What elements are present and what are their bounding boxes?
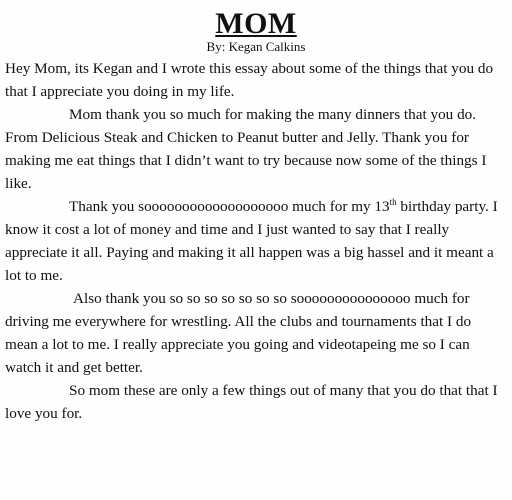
ordinal-suffix: th [389, 196, 397, 207]
paragraph-dinners: Mom thank you so much for making the many dinners that you do. From Delicious Steak and Chicken to Peanut butter and Jelly. Thank you for making me eat things that I didn’t want to try because now some of the things I like. [5, 106, 487, 192]
paragraph-birthday-part1: Thank you sooooooooooooooooooo much for my 13 [69, 198, 390, 215]
essay-body [5, 57, 507, 425]
essay-title [0, 8, 512, 40]
paragraph-wrestling: Also thank you so so so so so so so sooooooooooooooo much for driving me everywhere for wrestling. All the clubs and tournaments that I do mean a lot to me. I really appreciate you going and videotapeing me so I can watch it and get better. [5, 290, 472, 376]
paragraph-intro: Hey Mom, its Kegan and I wrote this essay about some of the things that you do that I appreciate you doing in my life. [5, 60, 494, 100]
paragraph-birthday [5, 195, 507, 287]
paragraph-birthday-part2: birthday party. I know it cost a lot of money and time and I just wanted to say that I really appreciate it all. Paying and making it all happen was a big hassel and it meant a lot to me. [5, 198, 498, 284]
essay-byline: By: Kegan Calkins [206, 39, 306, 54]
essay-title-text: MOM [215, 7, 297, 40]
paragraph-closing: So mom these are only a few things out of many that you do that that I love you for. [5, 382, 498, 422]
